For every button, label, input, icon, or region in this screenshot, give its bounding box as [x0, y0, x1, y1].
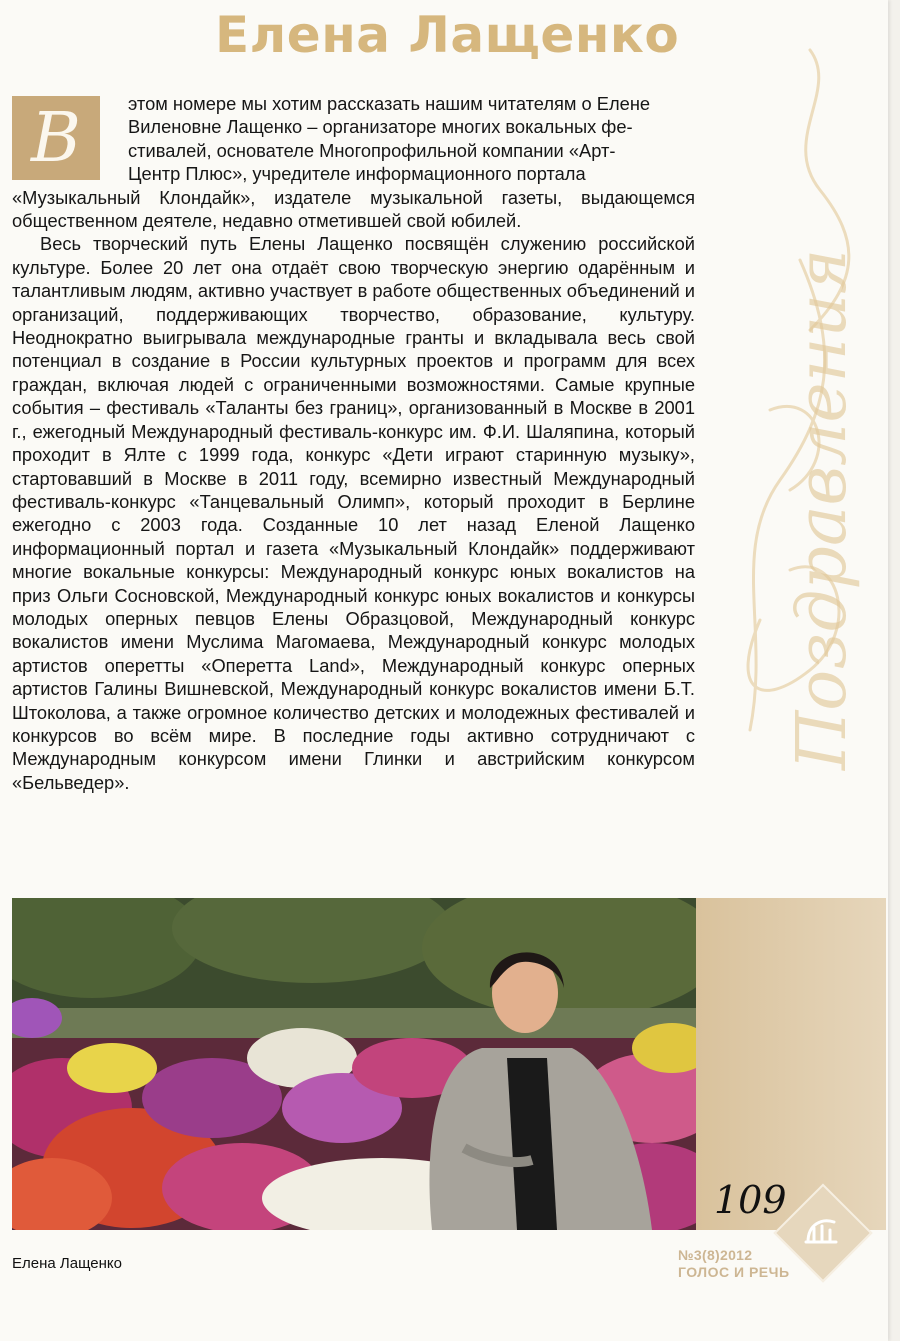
article-body: [12, 92, 695, 794]
article-paragraph: «Музыкальный Клондайк», издателе музыкальной газеты, выдающемся общественном деятеле, недавно отметившей свой юбилей.: [12, 186, 695, 232]
photo-caption: Елена Лащенко: [12, 1255, 122, 1272]
drop-cap: В: [12, 96, 100, 180]
emblem-icon: [800, 1212, 842, 1252]
article-line: Центр Плюс», учредителе информационного портала: [128, 163, 586, 185]
article-line: стивалей, основателе Многопрофильной компании «Арт-: [128, 139, 616, 161]
garden-illustration: [12, 898, 696, 1230]
article-line: этом номере мы хотим рассказать нашим читателям о Елене: [128, 93, 651, 114]
issue-number: №3(8)2012: [678, 1247, 753, 1263]
article-line: Виленовне Лащенко – организаторе многих вокальных фе-: [128, 116, 633, 138]
portrait-photo: [12, 898, 696, 1230]
magazine-name: ГОЛОС И РЕЧЬ: [678, 1264, 790, 1280]
side-script-decoration: [690, 30, 890, 790]
page-number: 109: [714, 1178, 787, 1222]
article-title: Елена Лащенко: [215, 6, 680, 64]
side-script-text: Поздравления: [783, 248, 862, 770]
article-paragraph: Весь творческий путь Елены Лащенко посвящён служению российской культуре. Более 20 лет она отдаёт свою творческую энергию одарённым и талантливым людям, активно участвует в работе общественных объединений и организаций, поддерживающих творчество, образование, культуру. Неоднократно выигрывала международные гранты и вкладывала весь свой потенциал в создание в России культурных проектов и программ для всех граждан, включая людей с ограниченными возможностями. Самые крупные события – фестиваль «Таланты без границ», организованный в Москве в 2001 г., ежегодный Международный фестиваль-конкурс им. Ф.И. Шаляпина, который проходит в Ялте с 1999 года, конкурс «Дети играют старинную музыку», стартовавший в Москве в 2011 году, всемирно известный Международный фестиваль-конкурс «Танцевальный Олимп», который проходит в Берлине ежегодно с 2003 года. Созданные 10 лет назад Еленой Лащенко информационный портал и газета «Музыкальный Клондайк» поддерживают многие вокальные конкурсы: Международный конкурс юных вокалистов на приз Ольги Сосновской, Международный конкурс юных вокалистов и конкурсы молодых оперных певцов Елены Образцовой, Международный конкурс вокалистов имени Муслима Магомаева, Международный конкурс молодых артистов оперетты «Оперетта Land», Международный конкурс оперных артистов Галины Вишневской, Международный конкурс вокалистов имени Б.Т. Штоколова, а также огромное количество детских и молодежных фестивалей и конкурсов во всём мире. В последние годы активно сотрудничают с Международным конкурсом имени Глинки и австрийским конкурсом «Бельведер».: [12, 233, 695, 793]
